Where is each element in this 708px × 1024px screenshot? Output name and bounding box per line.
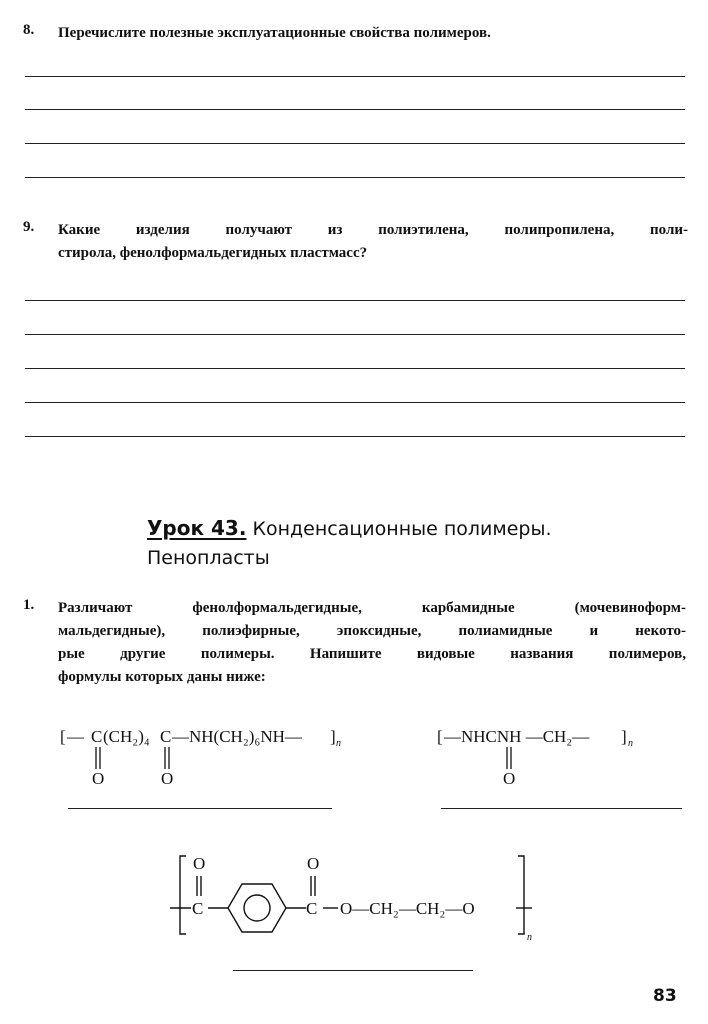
answer-line[interactable]	[25, 109, 685, 110]
urea-chain: —NHCNH —CH₂—	[444, 727, 590, 746]
question-9-number: 9.	[23, 219, 35, 235]
bracket-left	[180, 856, 186, 934]
bond: —	[67, 727, 84, 746]
task-1-line: формулы которых даны ниже:	[58, 669, 266, 685]
lesson-label: Урок 43.	[147, 516, 247, 540]
task-1-number: 1.	[23, 597, 35, 613]
answer-line[interactable]	[25, 76, 685, 77]
subscript-n: n	[527, 932, 532, 943]
bracket-left: [	[60, 727, 66, 746]
lesson-title: Конденсационные полимеры.	[252, 518, 552, 540]
lesson-title-line-1	[147, 514, 607, 544]
answer-line[interactable]	[441, 808, 682, 809]
answer-line[interactable]	[25, 402, 685, 403]
task-1-line: рые другие полимеры. Напишите видовые названия полимеров,	[58, 646, 686, 662]
task-1-text	[58, 597, 686, 689]
formula-carbamide	[437, 722, 677, 792]
bracket-right	[518, 856, 524, 934]
oxygen-right: O	[307, 854, 320, 873]
question-9-line-1: Какие изделия получают из полиэтилена, полипропилена, поли-	[58, 222, 688, 238]
formula-polyamide	[60, 722, 380, 792]
subscript-n: n	[628, 738, 633, 749]
link-nh-ch2-6-nh: —NH(CH₂)₆NH—	[172, 727, 302, 746]
answer-line[interactable]	[25, 334, 685, 335]
benzene-ring	[228, 884, 286, 932]
question-9-line-2: стирола, фенолформальдегидных пластмасс?	[58, 245, 368, 261]
task-1-line: Различают фенолформальдегидные, карбамидные (мочевиноформ-	[58, 600, 686, 616]
carbon-right: C	[306, 899, 318, 918]
answer-line[interactable]	[68, 808, 332, 809]
question-9-text	[58, 219, 688, 265]
subscript-n: n	[336, 738, 341, 749]
answer-line[interactable]	[25, 177, 685, 178]
carbon-2: C	[160, 727, 172, 746]
carbon-1: C	[91, 727, 103, 746]
oxygen-left: O	[193, 854, 206, 873]
answer-line[interactable]	[233, 970, 473, 971]
lesson-heading	[147, 514, 607, 573]
oxygen-1: O	[92, 769, 105, 788]
bracket-right: ]	[330, 727, 336, 746]
answer-line[interactable]	[25, 436, 685, 437]
task-1-line: мальдегидные), полиэфирные, эпоксидные, полиамидные и некото-	[58, 623, 686, 639]
page-number: 83	[653, 986, 677, 1006]
bracket-right: ]	[621, 727, 627, 746]
question-8-text: Перечислите полезные эксплуатационные свойства полимеров.	[58, 25, 491, 41]
carbon-left: C	[192, 899, 204, 918]
benzene-ring-circle	[244, 895, 270, 921]
formula-polyester	[160, 846, 550, 946]
lesson-subtitle: Пенопласты	[147, 547, 270, 569]
bracket-left: [	[437, 727, 443, 746]
answer-line[interactable]	[25, 300, 685, 301]
oxygen-2: O	[161, 769, 174, 788]
chain-ch2-4: (CH₂)₄	[103, 727, 150, 746]
question-8-number: 8.	[23, 22, 35, 38]
oxygen: O	[503, 769, 516, 788]
ester-chain: O—CH₂—CH₂—O	[340, 899, 475, 918]
answer-line[interactable]	[25, 143, 685, 144]
answer-line[interactable]	[25, 368, 685, 369]
